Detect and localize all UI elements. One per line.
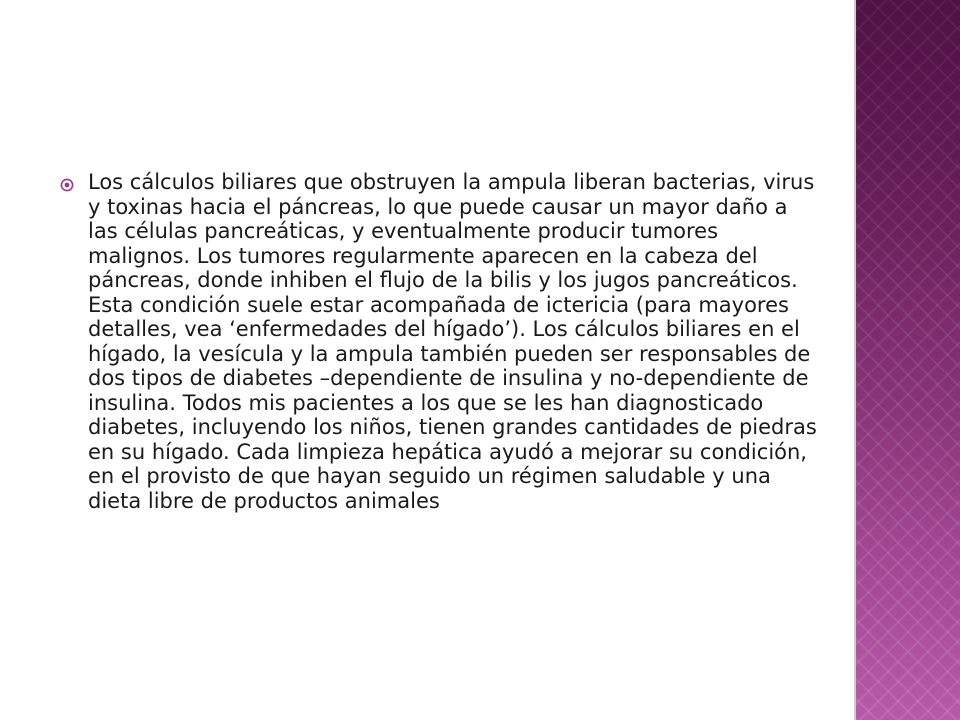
decorative-side-panel <box>856 0 960 720</box>
slide-content <box>60 170 820 513</box>
circled-dot-bullet-icon <box>60 178 74 192</box>
bullet-item <box>60 170 820 513</box>
bullet-text: Los cálculos biliares que obstruyen la ampula liberan bacterias, virus y toxinas hacia el páncreas, lo que puede causar un mayor daño a las células pancreáticas, y eventualmente producir tumores malignos. Los tumores regularmente aparecen en la cabeza del páncreas, donde inhiben el flujo de la bilis y los jugos pancreáticos. Esta condición suele estar acompañada de ictericia (para mayores detalles, vea ‘enfermedades del hígado’). Los cálculos biliares en el hígado, la vesícula y la ampula también pueden ser responsables de dos tipos de diabetes –dependiente de insulina y no-dependiente de insulina. Todos mis pacientes a los que se les han diagnosticado diabetes, incluyendo los niños, tienen grandes cantidades de piedras en su hígado. Cada limpieza hepática ayudó a mejorar su condición, en el provisto de que hayan seguido un régimen saludable y una dieta libre de productos animales <box>88 170 817 513</box>
